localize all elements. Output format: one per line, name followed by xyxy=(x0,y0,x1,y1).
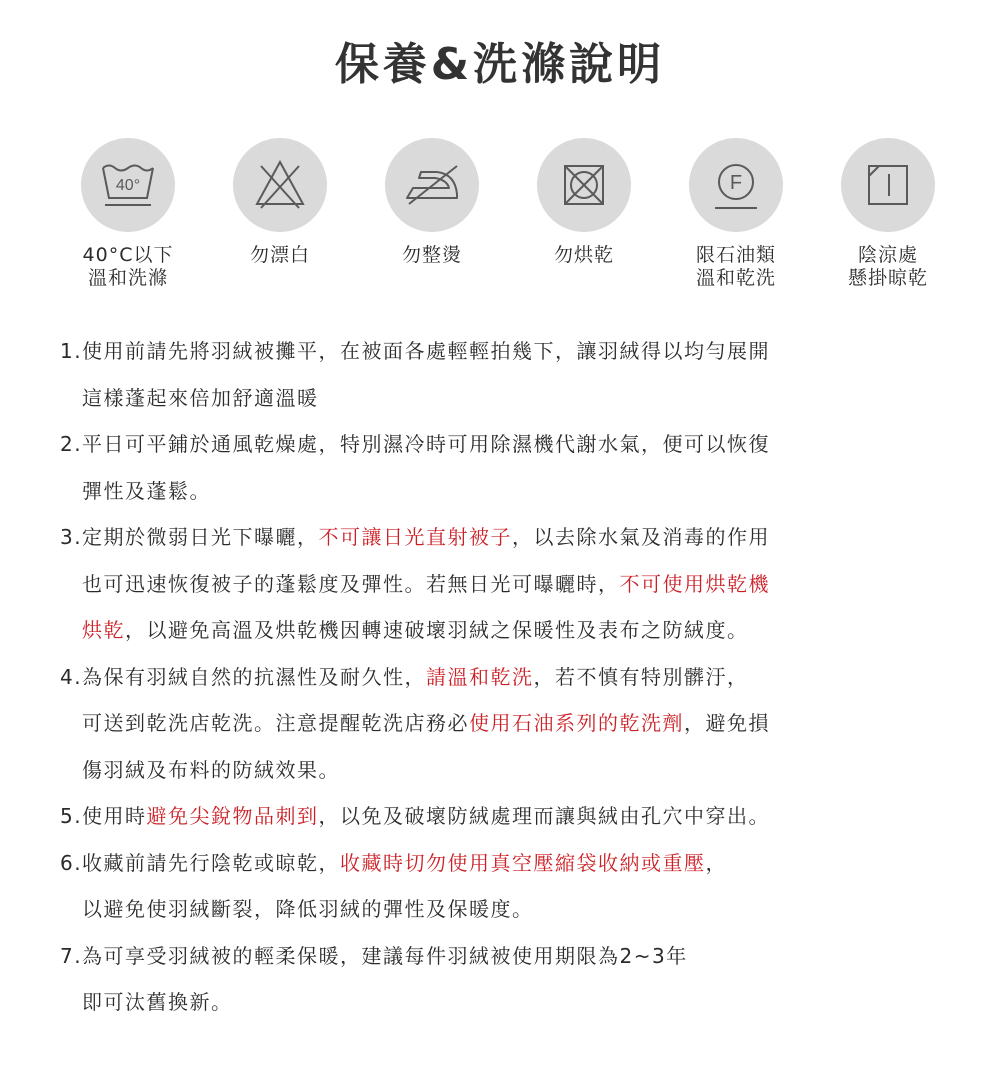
instruction-line xyxy=(60,886,970,933)
care-item-dry xyxy=(509,138,659,267)
instruction-line xyxy=(60,607,970,654)
instruction-text: 使用時 xyxy=(82,804,147,828)
care-label-linedry: 陰涼處 懸掛晾乾 xyxy=(847,244,928,289)
care-label-dryclean: 限石油類 溫和乾洗 xyxy=(695,244,776,289)
care-label-wash: 40°C以下 溫和洗滌 xyxy=(82,244,174,289)
instruction-number: 4. xyxy=(60,664,83,689)
instruction-text: 可送到乾洗店乾洗。注意提醒乾洗店務必 xyxy=(82,711,469,735)
instruction-item xyxy=(60,514,970,654)
no-bleach-icon xyxy=(233,138,327,232)
highlight-text: 使用石油系列的乾洗劑 xyxy=(469,711,684,735)
instruction-item xyxy=(60,840,970,933)
instruction-text: ，以免及破壞防絨處理而讓與絨由孔穴中穿出。 xyxy=(318,804,770,828)
care-item-linedry xyxy=(813,138,963,290)
care-item-iron xyxy=(357,138,507,267)
instruction-number: 3. xyxy=(60,525,83,549)
instruction-line xyxy=(60,468,970,515)
instruction-line xyxy=(60,654,970,701)
line-dry-shade-icon xyxy=(841,138,935,232)
instruction-text: 為保有羽絨自然的抗濕性及耐久性， xyxy=(82,664,426,689)
instruction-text: 以避免使羽絨斷裂，降低羽絨的彈性及保暖度。 xyxy=(82,897,534,921)
care-label-iron: 勿整燙 xyxy=(401,244,462,266)
care-icons-row xyxy=(0,138,1000,308)
instruction-text: 平日可平鋪於通風乾燥處，特別濕冷時可用除濕機代謝水氣，便可以恢復 xyxy=(82,432,770,456)
instruction-line xyxy=(60,700,970,747)
highlight-text: 不可使用烘乾機 xyxy=(619,571,770,596)
instruction-number: 2. xyxy=(60,432,83,456)
dry-clean-f-icon xyxy=(689,138,783,232)
highlight-text: 避免尖銳物品刺到 xyxy=(146,804,319,828)
no-iron-icon xyxy=(385,138,479,232)
highlight-text: 請溫和乾洗 xyxy=(426,664,534,689)
instruction-list xyxy=(60,328,970,1026)
instruction-item xyxy=(60,328,970,421)
care-label-bleach: 勿漂白 xyxy=(249,244,310,266)
instruction-line xyxy=(60,561,970,608)
instruction-text: 收藏前請先行陰乾或晾乾， xyxy=(82,850,340,875)
instruction-text: 為可享受羽絨被的輕柔保暖，建議每件羽絨被使用期限為2~3年 xyxy=(82,943,688,968)
instruction-item xyxy=(60,654,970,794)
instruction-text: 傷羽絨及布料的防絨效果。 xyxy=(82,757,340,782)
wash-40-icon xyxy=(81,138,175,232)
instruction-text: 即可汰舊換新。 xyxy=(82,990,233,1014)
instruction-number: 6. xyxy=(60,850,83,875)
instruction-text: 定期於微弱日光下曝曬， xyxy=(82,525,319,549)
highlight-text: 不可讓日光直射被子 xyxy=(318,525,512,549)
dryclean-letter: F xyxy=(729,172,743,194)
instruction-line xyxy=(60,747,970,794)
instruction-text: ，若不慎有特別髒汙， xyxy=(533,664,749,689)
instruction-number: 1. xyxy=(60,339,83,363)
care-item-dryclean xyxy=(661,138,811,290)
instruction-number: 7. xyxy=(60,943,83,968)
highlight-text: 烘乾 xyxy=(82,618,125,642)
instruction-line xyxy=(60,375,970,422)
instruction-text: ，以避免高溫及烘乾機因轉速破壞羽絨之保暖性及表布之防絨度。 xyxy=(125,618,749,642)
instruction-text: 彈性及蓬鬆。 xyxy=(82,478,211,503)
wash-temp-text: 40° xyxy=(115,177,141,194)
instruction-line xyxy=(60,840,970,887)
instruction-item xyxy=(60,421,970,514)
instruction-item xyxy=(60,933,970,1026)
instruction-line xyxy=(60,328,970,375)
instruction-number: 5. xyxy=(60,804,83,828)
instruction-line xyxy=(60,421,970,468)
instruction-line xyxy=(60,514,970,561)
care-label-dry: 勿烘乾 xyxy=(553,244,614,266)
instruction-text: 使用前請先將羽絨被攤平，在被面各處輕輕拍幾下，讓羽絨得以均勻展開 xyxy=(82,339,770,363)
care-item-wash xyxy=(53,138,203,290)
instruction-text: 也可迅速恢復被子的蓬鬆度及彈性。若無日光可曝曬時， xyxy=(82,571,620,596)
care-item-bleach xyxy=(205,138,355,267)
highlight-text: 收藏時切勿使用真空壓縮袋收納或重壓 xyxy=(340,850,706,875)
page-title: 保養&洗滌說明 xyxy=(334,39,666,90)
instruction-item xyxy=(60,793,970,840)
instruction-text: ， xyxy=(705,850,727,875)
instruction-line xyxy=(60,979,970,1026)
instruction-text: ，避免損 xyxy=(684,711,770,735)
instruction-line xyxy=(60,933,970,980)
instruction-line xyxy=(60,793,970,840)
no-tumble-dry-icon xyxy=(537,138,631,232)
instruction-text: ，以去除水氣及消毒的作用 xyxy=(512,525,770,549)
instruction-text: 這樣蓬起來倍加舒適溫暖 xyxy=(82,385,319,410)
